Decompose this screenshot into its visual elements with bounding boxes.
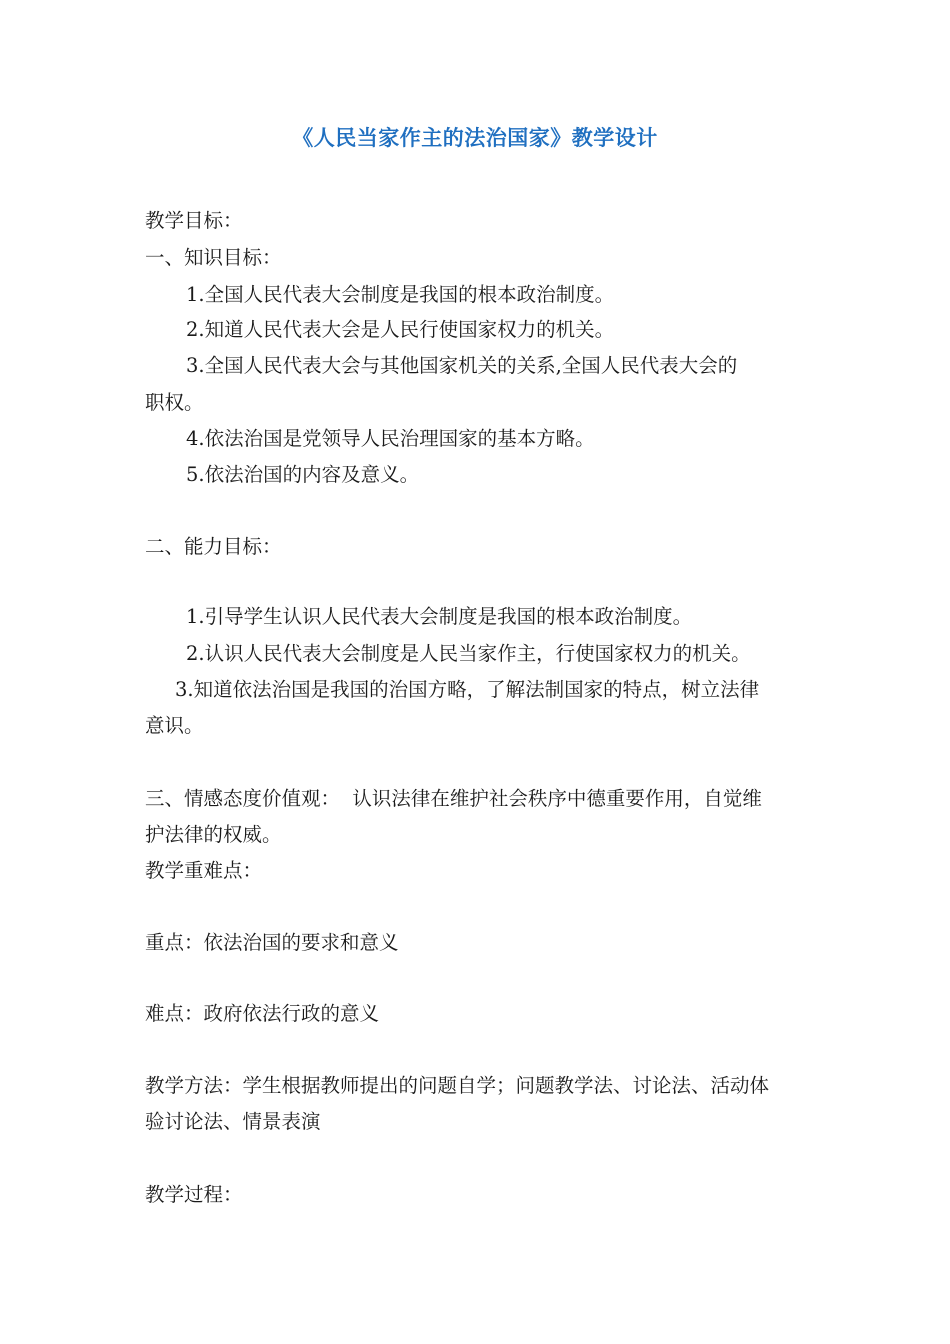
ability-item-3: 3.知道依法治国是我国的治国方略，了解法制国家的特点，树立法律	[175, 678, 760, 701]
teaching-method-continued: 验讨论法、情景表演	[145, 1110, 321, 1133]
knowledge-item-5: 5.依法治国的内容及意义。	[186, 463, 420, 486]
hard-point: 难点：政府依法行政的意义	[145, 1002, 380, 1025]
knowledge-item-2: 2.知道人民代表大会是人民行使国家权力的机关。	[186, 318, 615, 341]
teaching-method: 教学方法：学生根据教师提出的问题自学；问题教学法、讨论法、活动体	[145, 1074, 770, 1097]
knowledge-heading: 一、知识目标：	[145, 246, 282, 269]
emotion-goal-continued: 护法律的权威。	[145, 823, 282, 846]
ability-item-2: 2.认识人民代表大会制度是人民当家作主，行使国家权力的机关。	[186, 642, 751, 665]
ability-item-3-continued: 意识。	[145, 714, 204, 737]
emotion-goal: 三、情感态度价值观： 认识法律在维护社会秩序中德重要作用，自觉维	[145, 787, 762, 810]
knowledge-item-3-continued: 职权。	[145, 391, 204, 414]
ability-item-1: 1.引导学生认识人民代表大会制度是我国的根本政治制度。	[186, 605, 693, 628]
difficulty-heading: 教学重难点：	[145, 859, 263, 882]
key-point: 重点：依法治国的要求和意义	[145, 931, 399, 954]
process-heading: 教学过程：	[145, 1183, 243, 1206]
document-title: 《人民当家作主的法治国家》教学设计	[292, 126, 658, 150]
ability-heading: 二、能力目标：	[145, 535, 282, 558]
knowledge-item-1: 1.全国人民代表大会制度是我国的根本政治制度。	[186, 283, 615, 306]
goals-heading: 教学目标：	[145, 209, 243, 232]
knowledge-item-3: 3.全国人民代表大会与其他国家机关的关系,全国人民代表大会的	[186, 354, 738, 377]
knowledge-item-4: 4.依法治国是党领导人民治理国家的基本方略。	[186, 427, 595, 450]
